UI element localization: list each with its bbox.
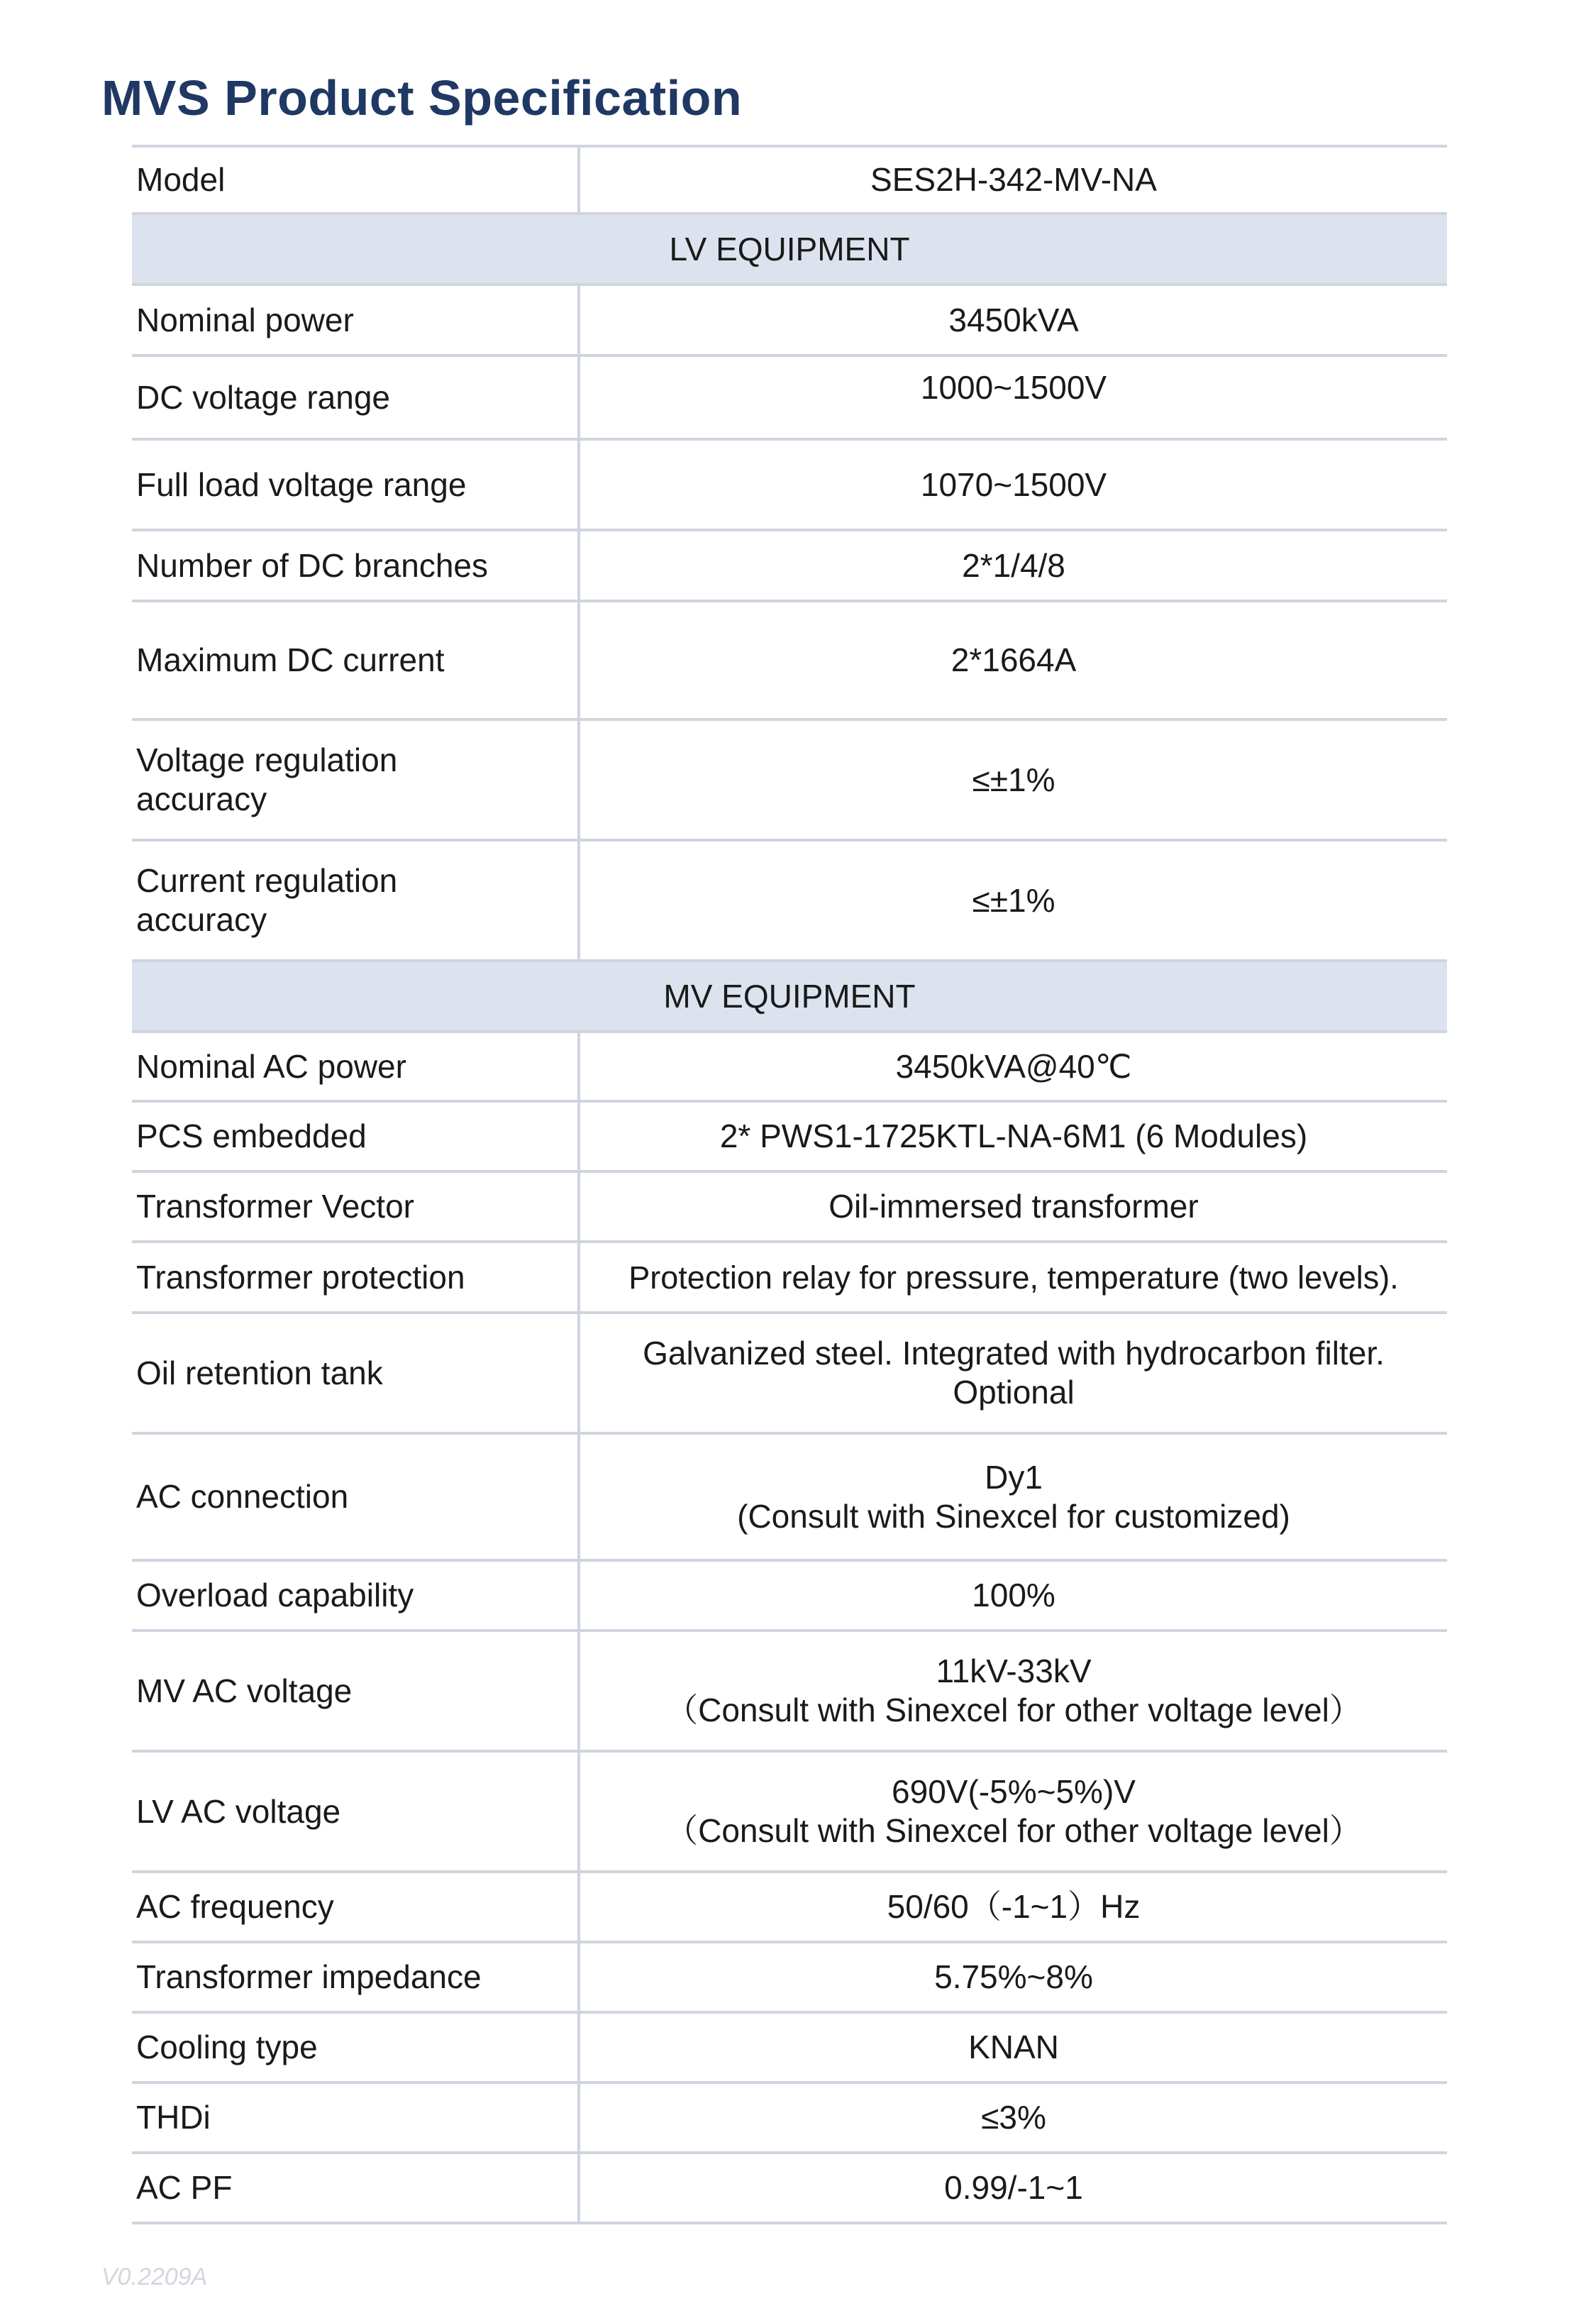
spec-label: Maximum DC current bbox=[132, 601, 579, 719]
spec-value: 3450kVA bbox=[579, 285, 1447, 355]
table-row bbox=[132, 146, 1447, 214]
section-title: LV EQUIPMENT bbox=[132, 214, 1447, 285]
spec-value: Dy1 (Consult with Sinexcel for customized) bbox=[579, 1433, 1447, 1560]
table-row bbox=[132, 1751, 1447, 1872]
table-row bbox=[132, 530, 1447, 601]
spec-label: Transformer Vector bbox=[132, 1171, 579, 1242]
spec-label: PCS embedded bbox=[132, 1101, 579, 1171]
table-row bbox=[132, 1560, 1447, 1631]
table-row bbox=[132, 355, 1447, 439]
table-row bbox=[132, 840, 1447, 961]
table-row bbox=[132, 1872, 1447, 1942]
spec-value: 2* PWS1-1725KTL-NA-6M1 (6 Modules) bbox=[579, 1101, 1447, 1171]
spec-table bbox=[132, 145, 1447, 2224]
spec-label: Full load voltage range bbox=[132, 439, 579, 530]
table-row bbox=[132, 439, 1447, 530]
table-row bbox=[132, 1631, 1447, 1751]
table-row bbox=[132, 1242, 1447, 1313]
spec-value: Protection relay for pressure, temperature (two levels). bbox=[579, 1242, 1447, 1313]
spec-label: Overload capability bbox=[132, 1560, 579, 1631]
spec-label: Voltage regulation accuracy bbox=[132, 719, 579, 840]
spec-value: 3450kVA@40℃ bbox=[579, 1032, 1447, 1101]
spec-value: Oil-immersed transformer bbox=[579, 1171, 1447, 1242]
table-row bbox=[132, 1171, 1447, 1242]
spec-value: 5.75%~8% bbox=[579, 1942, 1447, 2012]
spec-label: DC voltage range bbox=[132, 355, 579, 439]
spec-label: Nominal power bbox=[132, 285, 579, 355]
spec-value: 0.99/-1~1 bbox=[579, 2153, 1447, 2223]
spec-value: ≤±1% bbox=[579, 840, 1447, 961]
spec-label: MV AC voltage bbox=[132, 1631, 579, 1751]
spec-value: KNAN bbox=[579, 2012, 1447, 2082]
spec-value: 2*1/4/8 bbox=[579, 530, 1447, 601]
spec-label: LV AC voltage bbox=[132, 1751, 579, 1872]
table-row bbox=[132, 1101, 1447, 1171]
spec-value: 11kV-33kV （Consult with Sinexcel for other voltage level） bbox=[579, 1631, 1447, 1751]
spec-label: Transformer protection bbox=[132, 1242, 579, 1313]
page-title: MVS Product Specification bbox=[101, 70, 743, 126]
spec-label: THDi bbox=[132, 2082, 579, 2153]
spec-value: ≤±1% bbox=[579, 719, 1447, 840]
spec-label: Cooling type bbox=[132, 2012, 579, 2082]
section-header-row bbox=[132, 214, 1447, 285]
spec-label: Nominal AC power bbox=[132, 1032, 579, 1101]
table-row bbox=[132, 1313, 1447, 1433]
spec-label: Current regulation accuracy bbox=[132, 840, 579, 961]
table-row bbox=[132, 2082, 1447, 2153]
table-row bbox=[132, 719, 1447, 840]
spec-value: 100% bbox=[579, 1560, 1447, 1631]
spec-value: SES2H-342-MV-NA bbox=[579, 146, 1447, 214]
spec-label: Number of DC branches bbox=[132, 530, 579, 601]
spec-label: Model bbox=[132, 146, 579, 214]
section-header-row bbox=[132, 961, 1447, 1032]
spec-value: 2*1664A bbox=[579, 601, 1447, 719]
spec-label: AC PF bbox=[132, 2153, 579, 2223]
spec-value: Galvanized steel. Integrated with hydrocarbon filter. Optional bbox=[579, 1313, 1447, 1433]
spec-value: ≤3% bbox=[579, 2082, 1447, 2153]
spec-value: 50/60（-1~1）Hz bbox=[579, 1872, 1447, 1942]
table-row bbox=[132, 601, 1447, 719]
spec-value: 1000~1500V bbox=[579, 355, 1447, 439]
table-row bbox=[132, 1433, 1447, 1560]
spec-value: 690V(-5%~5%)V （Consult with Sinexcel for other voltage level） bbox=[579, 1751, 1447, 1872]
section-title: MV EQUIPMENT bbox=[132, 961, 1447, 1032]
table-row bbox=[132, 285, 1447, 355]
table-row bbox=[132, 2012, 1447, 2082]
spec-label: Oil retention tank bbox=[132, 1313, 579, 1433]
spec-label: AC connection bbox=[132, 1433, 579, 1560]
document-version: V0.2209A bbox=[101, 2263, 208, 2290]
spec-label: AC frequency bbox=[132, 1872, 579, 1942]
table-row bbox=[132, 1032, 1447, 1101]
table-row bbox=[132, 2153, 1447, 2223]
spec-label: Transformer impedance bbox=[132, 1942, 579, 2012]
spec-value: 1070~1500V bbox=[579, 439, 1447, 530]
table-row bbox=[132, 1942, 1447, 2012]
